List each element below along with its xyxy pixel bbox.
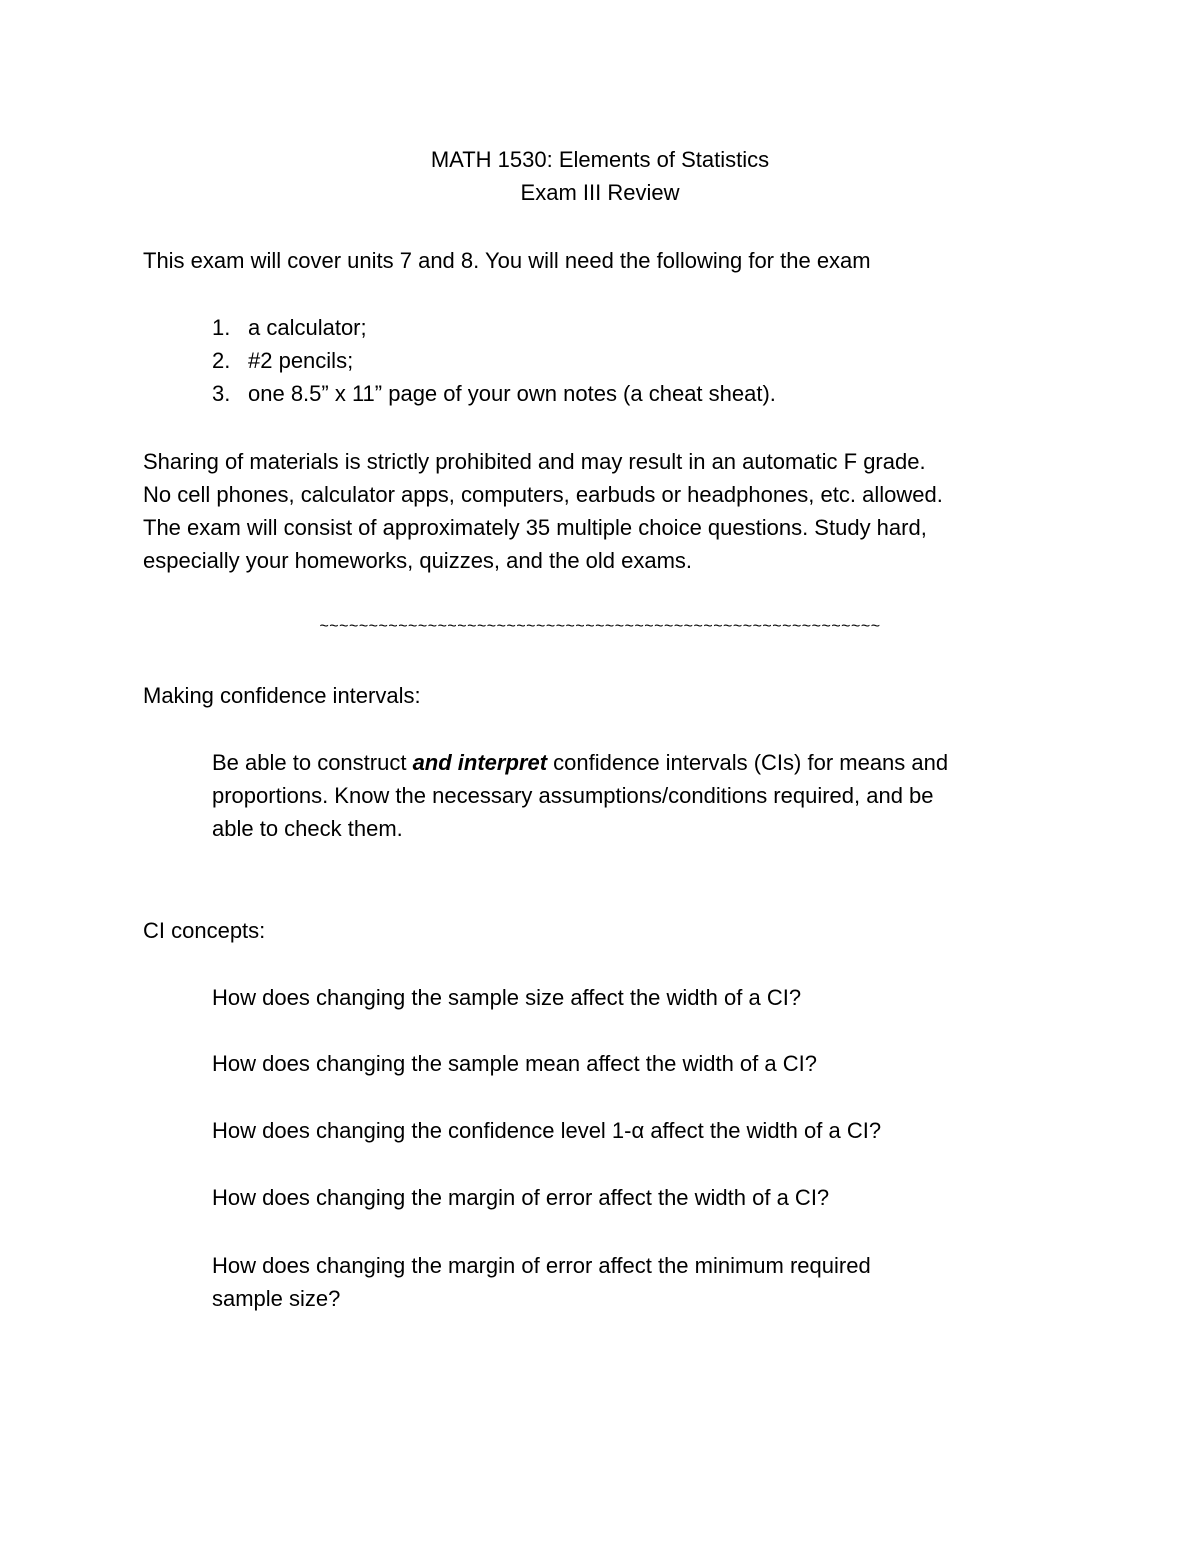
requirement-text: one 8.5” x 11” page of your own notes (a cheat sheat). — [248, 381, 776, 406]
section-heading-ci-concepts: CI concepts: — [143, 918, 266, 943]
requirement-number: 3. — [212, 381, 231, 406]
rules-line: No cell phones, calculator apps, computers, earbuds or headphones, etc. allowed. — [143, 482, 943, 507]
concept-question: How does changing the sample size affect the width of a CI? — [212, 985, 802, 1010]
requirement-item — [212, 344, 353, 377]
requirement-item — [212, 377, 776, 410]
rules-line: Sharing of materials is strictly prohibited and may result in an automatic F grade. — [143, 449, 926, 474]
concept-question: How does changing the margin of error affect the width of a CI? — [212, 1185, 830, 1210]
ci-paragraph-line: able to check them. — [212, 816, 403, 841]
requirement-text: #2 pencils; — [248, 348, 354, 373]
ci-text: confidence intervals (CIs) for means and — [547, 750, 949, 775]
rules-line: especially your homeworks, quizzes, and the old exams. — [143, 548, 693, 573]
concept-question: How does changing the confidence level 1-α affect the width of a CI? — [212, 1118, 882, 1143]
section-divider: ~~~~~~~~~~~~~~~~~~~~~~~~~~~~~~~~~~~~~~~~~~~~~~~~~~~~~~~~~ — [319, 618, 881, 635]
ci-emphasis: and interpret — [412, 750, 548, 775]
ci-paragraph-line: proportions. Know the necessary assumptions/conditions required, and be — [212, 783, 934, 808]
document-subtitle: Exam III Review — [520, 180, 680, 205]
ci-text: Be able to construct — [212, 750, 413, 775]
concept-question: How does changing the margin of error affect the minimum required — [212, 1253, 871, 1278]
requirement-number: 1. — [212, 315, 231, 340]
intro-paragraph: This exam will cover units 7 and 8. You will need the following for the exam — [143, 248, 871, 273]
concept-question: How does changing the sample mean affect the width of a CI? — [212, 1051, 817, 1076]
ci-paragraph-line — [212, 746, 948, 779]
requirement-item — [212, 311, 367, 344]
course-title: MATH 1530: Elements of Statistics — [430, 147, 770, 172]
requirement-text: a calculator; — [248, 315, 367, 340]
section-heading-making-ci: Making confidence intervals: — [143, 683, 421, 708]
concept-question: sample size? — [212, 1286, 341, 1311]
rules-line: The exam will consist of approximately 35 multiple choice questions. Study hard, — [143, 515, 927, 540]
requirement-number: 2. — [212, 348, 231, 373]
